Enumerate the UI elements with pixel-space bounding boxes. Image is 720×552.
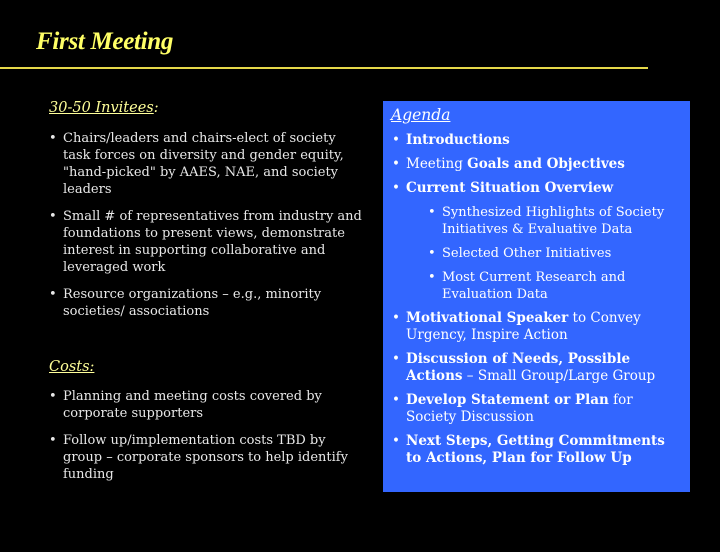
invitees-heading-text: 30-50 Invitees — [49, 100, 154, 116]
agenda-heading-text: Agenda — [391, 106, 451, 124]
agenda-item — [392, 392, 684, 426]
invitees-heading — [49, 100, 159, 116]
agenda-item-text: Meeting — [406, 156, 468, 172]
agenda-item-bold: Next Steps, Getting Commitments to Actions, Plan for Follow Up — [406, 433, 665, 466]
agenda-item — [392, 433, 684, 467]
agenda-item-bold: Discussion of Needs, Possible Actions — [406, 351, 631, 384]
agenda-item-bold: Motivational Speaker — [406, 310, 569, 326]
list-item: • Planning and meeting costs covered by corporate supporters — [49, 388, 364, 422]
agenda-subitem: • Selected Other Initiatives — [428, 245, 684, 262]
costs-list — [49, 388, 364, 493]
slide-title: First Meeting — [36, 28, 174, 55]
agenda-item-bold: Introductions — [406, 132, 510, 148]
agenda-item — [392, 310, 684, 344]
agenda-item — [392, 351, 684, 385]
invitees-colon: : — [153, 100, 159, 116]
costs-heading-text: Costs: — [49, 359, 95, 375]
agenda-item-text: to Convey Urgency, Inspire Action — [406, 310, 641, 343]
costs-heading — [49, 359, 94, 375]
agenda-subitem: • Most Current Research and Evaluation Data — [428, 269, 684, 303]
list-item: • Follow up/implementation costs TBD by group – corporate sponsors to help identify funding — [49, 432, 364, 483]
agenda-item — [392, 156, 684, 173]
agenda-item-text: for Society Discussion — [406, 392, 633, 425]
agenda-item-text: – Small Group/Large Group — [462, 368, 656, 384]
list-item: • Chairs/leaders and chairs-elect of society task forces on diversity and gender equity, "hand-picked" by AAES, NAE, and society leaders — [49, 130, 364, 198]
list-item: • Resource organizations – e.g., minority societies/ associations — [49, 286, 364, 320]
agenda-item — [392, 132, 684, 149]
agenda-item-bold: Develop Statement or Plan — [406, 392, 609, 408]
agenda-item — [392, 180, 684, 197]
agenda-list — [392, 132, 684, 474]
agenda-subitem: • Synthesized Highlights of Society Initiatives & Evaluative Data — [428, 204, 684, 238]
list-item: • Small # of representatives from industry and foundations to present views, demonstrate interest in supporting collaborative and leveraged work — [49, 208, 364, 276]
invitees-list — [49, 130, 364, 330]
agenda-item-bold: Current Situation Overview — [406, 180, 614, 196]
title-divider — [0, 67, 648, 69]
agenda-item-bold: Goals and Objectives — [467, 156, 625, 172]
agenda-heading — [391, 106, 450, 124]
agenda-box — [383, 101, 690, 492]
